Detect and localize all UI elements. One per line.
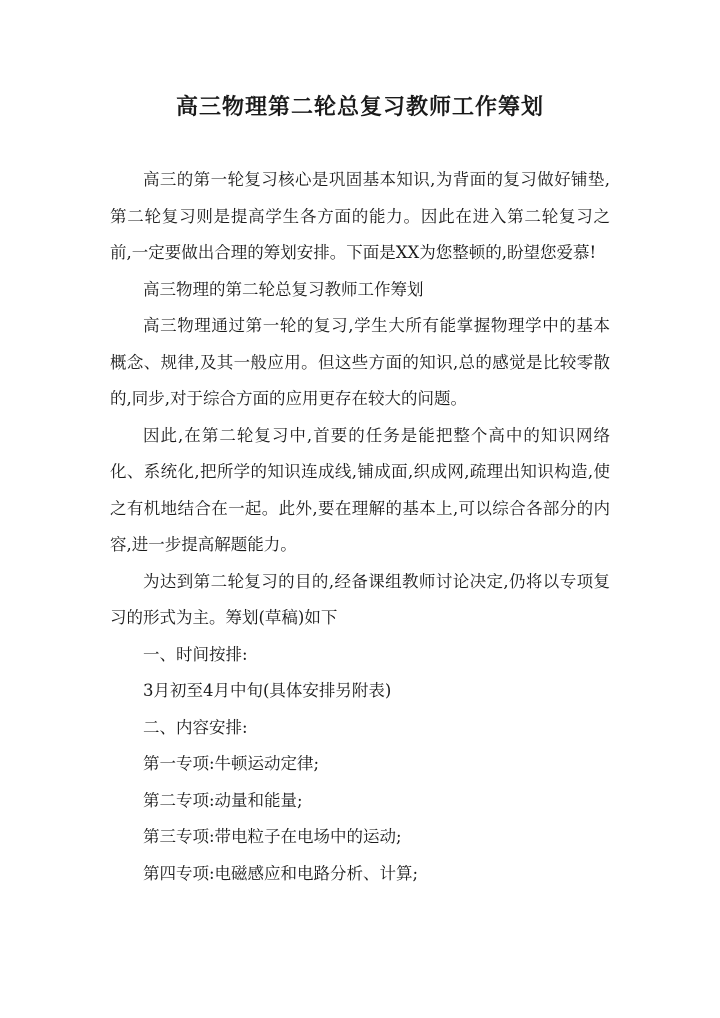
paragraph-task: 因此,在第二轮复习中,首要的任务是能把整个高中的知识网络化、系统化,把所学的知识连成线,铺成面,织成网,疏理出知识构造,使之有机地结合在一起。此外,要在理解的基本上,可以综合各部分的内容,进一步提高解题能力。 (110, 425, 610, 554)
list-item-topic-1: 第一专项:牛顿运动定律; (143, 754, 320, 773)
paragraph-intro: 高三的第一轮复习核心是巩固基本知识,为背面的复习做好铺垫,第二轮复习则是提高学生各方面的能力。因此在进入第二轮复习之前,一定要做出合理的筹划安排。下面是XX为您整顿的,盼望您爱慕! (110, 170, 610, 262)
paragraph-time: 3月初至4月中旬(具体安排另附表) (143, 681, 392, 700)
section-heading-content: 二、内容安排: (143, 717, 248, 737)
document-title: 高三物理第二轮总复习教师工作筹划 (175, 94, 544, 120)
section-heading-time: 一、时间按排: (143, 644, 248, 664)
paragraph-plan: 为达到第二轮复习的目的,经备课组教师讨论决定,仍将以专项复习的形式为主。筹划(草稿)如下 (110, 571, 610, 627)
paragraph-background: 高三物理通过第一轮的复习,学生大所有能掌握物理学中的基本概念、规律,及其一般应用。但这些方面的知识,总的感觉是比较零散的,同步,对于综合方面的应用更存在较大的问题。 (110, 316, 610, 408)
list-item-topic-4: 第四专项:电磁感应和电路分析、计算; (143, 863, 419, 883)
paragraph-subtitle: 高三物理的第二轮总复习教师工作筹划 (143, 279, 424, 299)
list-item-topic-2: 第二专项:动量和能量; (143, 790, 303, 810)
document-body (110, 162, 610, 892)
list-item-topic-3: 第三专项:带电粒子在电场中的运动; (143, 827, 402, 846)
